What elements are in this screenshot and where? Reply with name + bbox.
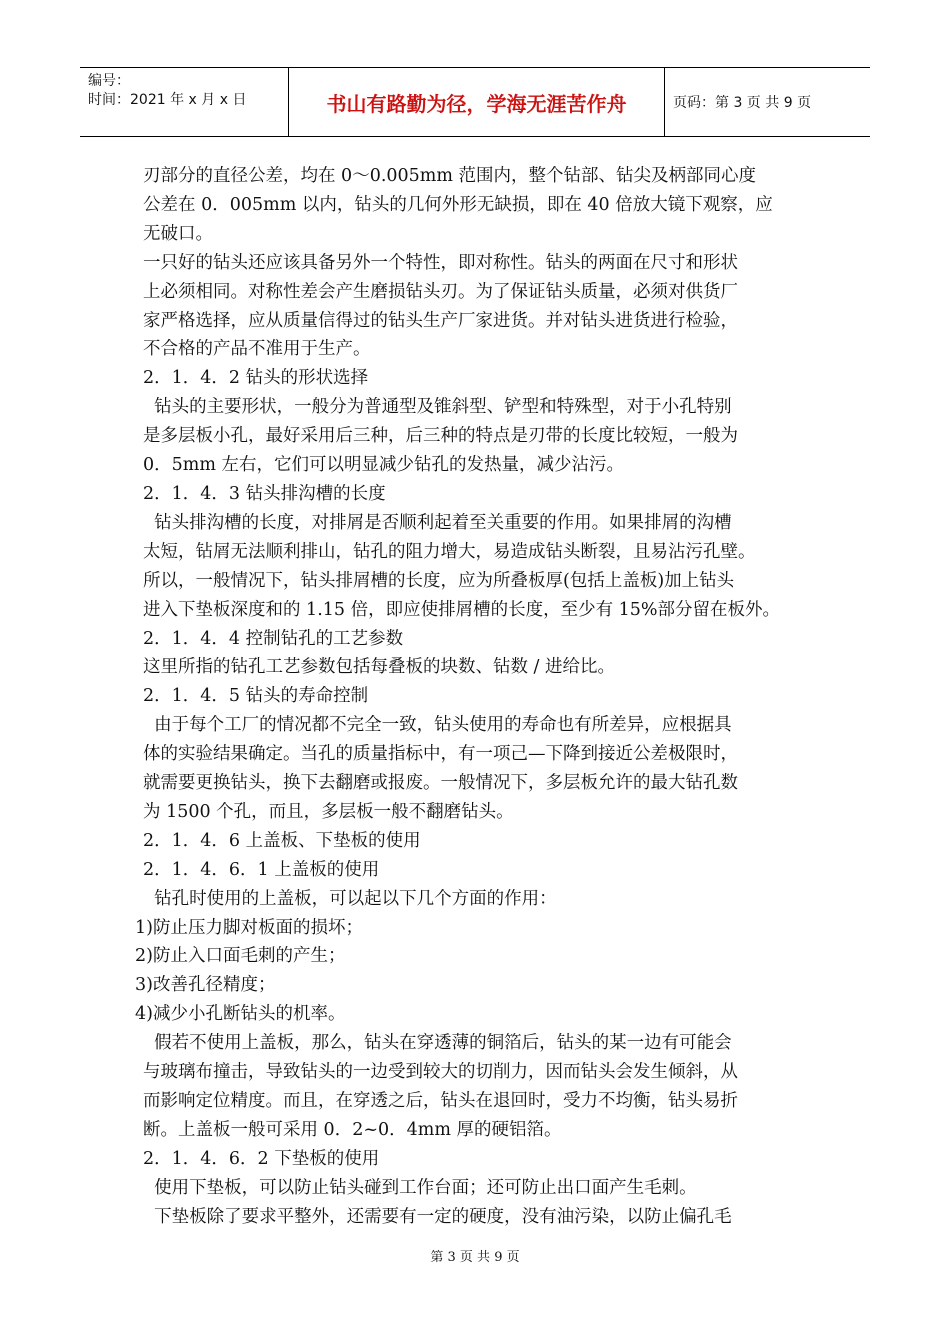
text-line: 太短，钻屑无法顺利排山，钻孔的阻力增大，易造成钻头断裂，且易沾污孔壁。 xyxy=(143,541,756,562)
document-body xyxy=(135,162,808,1232)
text-line: 由于每个工厂的情况都不完全一致，钻头使用的寿命也有所差异，应根据具 xyxy=(143,715,732,736)
header-motto: 书山有路勤为径，学海无涯苦作舟 xyxy=(289,68,665,136)
text-line: 为 1500 个孔，而且，多层板一般不翻磨钻头。 xyxy=(143,801,514,822)
text-line: 2．1．4．4 控制钻孔的工艺参数 xyxy=(143,628,404,649)
text-line: 公差在 0．005mm 以内，钻头的几何外形无缺损，即在 40 倍放大镜下观察，应 xyxy=(143,194,773,215)
text-line: 使用下垫板，可以防止钻头碰到工作台面；还可防止出口面产生毛刺。 xyxy=(143,1177,697,1198)
text-line: 所以，一般情况下，钻头排屑槽的长度，应为所叠板厚(包括上盖板)加上钻头 xyxy=(143,570,735,591)
text-line: 是多层板小孔，最好采用后三种，后三种的特点是刃带的长度比较短，一般为 xyxy=(143,426,738,447)
text-line: 3)改善孔径精度； xyxy=(135,975,276,996)
text-line: 2．1．4．5 钻头的寿命控制 xyxy=(143,686,369,707)
text-line: 2．1．4．6．2 下垫板的使用 xyxy=(143,1148,380,1169)
text-line: 钻头的主要形状，一般分为普通型及锥斜型、铲型和特殊型，对于小孔特别 xyxy=(143,397,732,418)
text-line: 假若不使用上盖板，那么，钻头在穿透薄的铜箔后，钻头的某一边有可能会 xyxy=(143,1033,732,1054)
header-meta xyxy=(80,68,289,136)
text-line: 上必须相同。对称性差会产生磨损钻头刃。为了保证钻头质量，必须对供货厂 xyxy=(143,281,738,302)
text-line: 这里所指的钻孔工艺参数包括每叠板的块数、钻数 / 进给比。 xyxy=(143,657,616,678)
page-footer: 第 3 页 共 9 页 xyxy=(430,1250,520,1265)
text-line: 无破口。 xyxy=(143,223,213,244)
text-line: 0．5mm 左右，它们可以明显减少钻孔的发热量，减少沾污。 xyxy=(143,455,625,476)
text-line: 而影响定位精度。而且，在穿透之后，钻头在退回时，受力不均衡，钻头易折 xyxy=(143,1091,738,1111)
text-line: 就需要更换钻头，换下去翻磨或报废。一般情况下，多层板允许的最大钻孔数 xyxy=(143,773,738,794)
time-label: 时间：2021 年 x 月 x 日 xyxy=(88,92,247,108)
text-line: 不合格的产品不准用于生产。 xyxy=(143,339,371,360)
text-line: 2．1．4．6 上盖板、下垫板的使用 xyxy=(143,830,421,851)
text-line: 2)防止入口面毛刺的产生； xyxy=(135,946,346,967)
text-line: 2．1．4．2 钻头的形状选择 xyxy=(143,368,369,389)
text-line: 钻孔时使用的上盖板，可以起以下几个方面的作用： xyxy=(143,888,557,909)
text-line: 2．1．4．6．1 上盖板的使用 xyxy=(143,859,380,880)
text-line: 家严格选择，应从质量信得过的钻头生产厂家进货。并对钻头进货进行检验， xyxy=(143,310,738,331)
text-line: 1)防止压力脚对板面的损坏； xyxy=(135,917,363,938)
page-header xyxy=(80,67,870,137)
text-line: 断。上盖板一般可采用 0．2~0．4mm 厚的硬铝箔。 xyxy=(143,1119,562,1140)
number-label: 编号： xyxy=(88,73,130,89)
text-line: 与玻璃布撞击，导致钻头的一边受到较大的切削力，因而钻头会发生倾斜，从 xyxy=(143,1062,738,1083)
text-line: 进入下垫板深度和的 1.15 倍，即应使排屑槽的长度，至少有 15%部分留在板外。 xyxy=(143,599,781,620)
text-line: 刃部分的直径公差，均在 0～0.005mm 范围内，整个钻部、钻尖及柄部同心度 xyxy=(143,166,757,186)
text-line: 下垫板除了要求平整外，还需要有一定的硬度，没有油污染，以防止偏孔毛 xyxy=(143,1206,732,1227)
text-line: 2．1．4．3 钻头排沟槽的长度 xyxy=(143,483,386,504)
text-line: 4)减少小孔断钻头的机率。 xyxy=(135,1004,346,1025)
text-line: 钻头排沟槽的长度，对排屑是否顺利起着至关重要的作用。如果排屑的沟槽 xyxy=(143,512,732,533)
text-line: 一只好的钻头还应该具备另外一个特性，即对称性。钻头的两面在尺寸和形状 xyxy=(143,252,738,273)
header-page-code: 页码：第 3 页 共 9 页 xyxy=(673,95,812,111)
text-line: 体的实验结果确定。当孔的质量指标中，有一项己—下降到接近公差极限时， xyxy=(143,744,738,765)
